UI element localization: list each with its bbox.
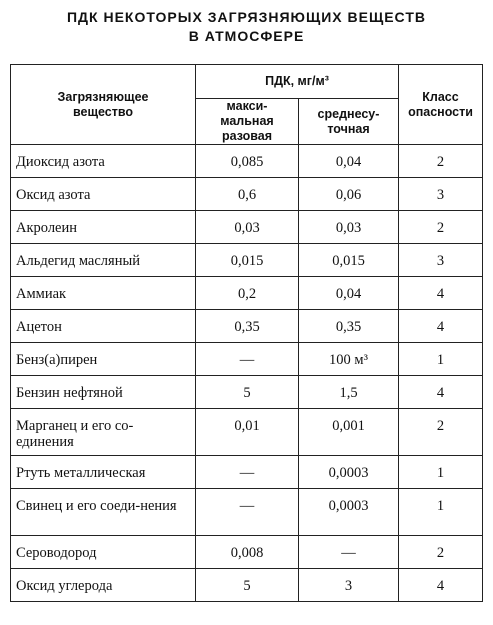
- hazard-class-value: 4: [399, 310, 483, 343]
- hazard-class-value: 1: [399, 343, 483, 376]
- header-pdk: ПДК, мг/м³: [196, 65, 399, 99]
- hazard-class-value: 2: [399, 145, 483, 178]
- hazard-class-value: 2: [399, 211, 483, 244]
- substance-name: Бензин нефтяной: [11, 376, 196, 409]
- substance-name: Бенз(а)пирен: [11, 343, 196, 376]
- substance-name: Оксид углерода: [11, 569, 196, 602]
- table-row: [11, 211, 483, 244]
- avg-daily-value: 0,0003: [299, 456, 399, 489]
- max-once-value: 0,6: [196, 178, 299, 211]
- max-once-value: 0,35: [196, 310, 299, 343]
- avg-daily-value: 3: [299, 569, 399, 602]
- max-once-value: 5: [196, 569, 299, 602]
- max-once-value: 0,01: [196, 409, 299, 456]
- hazard-class-value: 4: [399, 376, 483, 409]
- hazard-class-value: 3: [399, 178, 483, 211]
- table-row: [11, 178, 483, 211]
- table-row: [11, 310, 483, 343]
- avg-daily-value: 0,015: [299, 244, 399, 277]
- avg-daily-value: 0,001: [299, 409, 399, 456]
- header-max-once: макси-мальная разовая: [196, 99, 299, 145]
- avg-daily-value: —: [299, 536, 399, 569]
- max-once-value: —: [196, 343, 299, 376]
- max-once-value: 0,03: [196, 211, 299, 244]
- substance-name: Аммиак: [11, 277, 196, 310]
- hazard-class-value: 4: [399, 569, 483, 602]
- pdk-table: [10, 64, 483, 602]
- avg-daily-value: 0,0003: [299, 489, 399, 536]
- avg-daily-value: 0,03: [299, 211, 399, 244]
- hazard-class-value: 2: [399, 409, 483, 456]
- hazard-class-value: 1: [399, 489, 483, 536]
- hazard-class-value: 1: [399, 456, 483, 489]
- max-once-value: 0,015: [196, 244, 299, 277]
- table-row: [11, 456, 483, 489]
- hazard-class-value: 3: [399, 244, 483, 277]
- table-row: [11, 376, 483, 409]
- avg-daily-value: 0,04: [299, 277, 399, 310]
- table-row: [11, 277, 483, 310]
- hazard-class-value: 4: [399, 277, 483, 310]
- substance-name: Ртуть металлическая: [11, 456, 196, 489]
- max-once-value: 0,008: [196, 536, 299, 569]
- hazard-class-value: 2: [399, 536, 483, 569]
- substance-name: Сероводород: [11, 536, 196, 569]
- table-row: [11, 536, 483, 569]
- table-row: [11, 489, 483, 536]
- avg-daily-value: 0,04: [299, 145, 399, 178]
- max-once-value: —: [196, 489, 299, 536]
- substance-name: Свинец и его соеди-нения: [11, 489, 196, 536]
- substance-name: Альдегид масляный: [11, 244, 196, 277]
- table-row: [11, 343, 483, 376]
- substance-name: Марганец и его со-единения: [11, 409, 196, 456]
- substance-name: Ацетон: [11, 310, 196, 343]
- substance-name: Диоксид азота: [11, 145, 196, 178]
- max-once-value: 0,2: [196, 277, 299, 310]
- max-once-value: —: [196, 456, 299, 489]
- table-row: [11, 569, 483, 602]
- max-once-value: 5: [196, 376, 299, 409]
- avg-daily-value: 0,35: [299, 310, 399, 343]
- avg-daily-value: 1,5: [299, 376, 399, 409]
- substance-name: Акролеин: [11, 211, 196, 244]
- page-title: [0, 8, 493, 46]
- avg-daily-value: 0,06: [299, 178, 399, 211]
- avg-daily-value: 100 м³: [299, 343, 399, 376]
- table-row: [11, 244, 483, 277]
- table-row: [11, 409, 483, 456]
- header-substance: Загрязняющее вещество: [11, 65, 196, 145]
- table-row: [11, 145, 483, 178]
- title-line-1: ПДК НЕКОТОРЫХ ЗАГРЯЗНЯЮЩИХ ВЕЩЕСТВ: [66, 9, 426, 25]
- header-hazard-class: Класс опасности: [399, 65, 483, 145]
- max-once-value: 0,085: [196, 145, 299, 178]
- header-avg-daily: среднесу-точная: [299, 99, 399, 145]
- substance-name: Оксид азота: [11, 178, 196, 211]
- title-line-2: В АТМОСФЕРЕ: [188, 28, 305, 44]
